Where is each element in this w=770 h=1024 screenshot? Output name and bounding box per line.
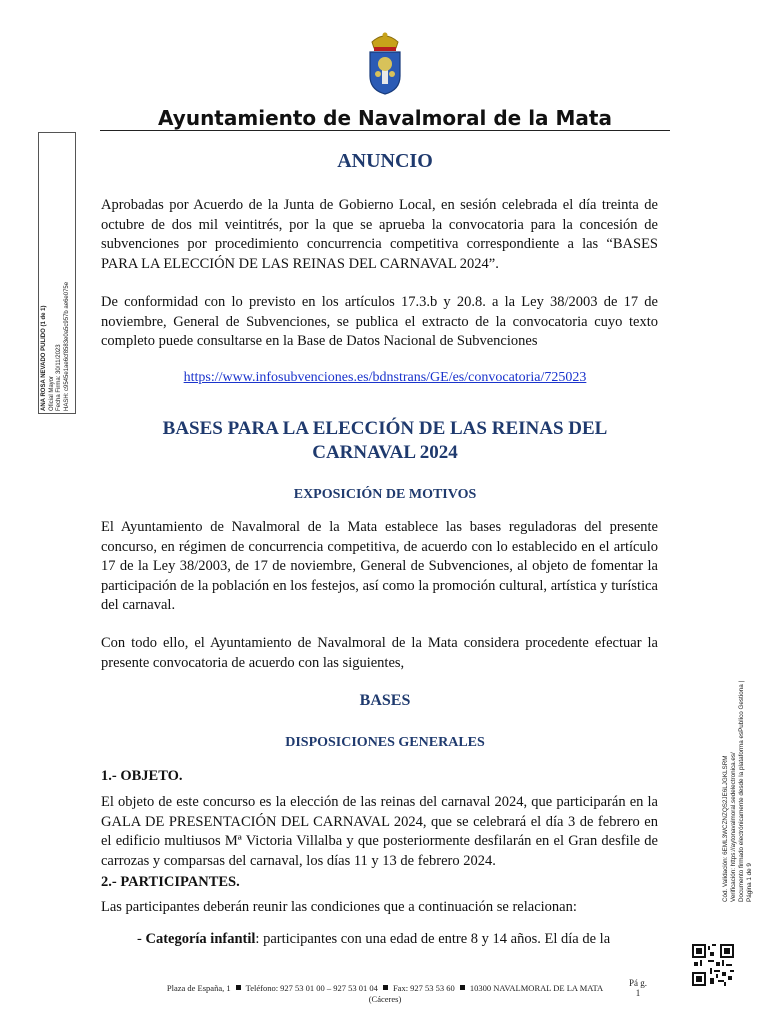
exposicion-heading: EXPOSICIÓN DE MOTIVOS [293,487,477,502]
categoria-text: : participantes con una edad de entre 8 y 14 años. El día de la [255,931,611,947]
exposicion-paragraph-1: El Ayuntamiento de Navalmoral de la Mata establece las bases reguladoras del presente concurso, en régimen de concurrencia competitiva, de acuerdo con lo establecido en el artículo 17 de la Ley 38/2003, de 17 de noviembre, General de Subvenciones, al objeto de fomentar la participación de la población en los festejos, así como la promoción cultural, artística y turística del carnaval. [101,519,658,613]
objeto-heading: 1.- OBJETO. [101,768,183,784]
participantes-heading: 2.- PARTICIPANTES. [101,874,240,890]
validation-platform: Documento firmado electrónicamente desde la plataforma esPublico Gestiona | Página 1 de 9 [738,680,753,902]
signer-name: ANA ROSA NEVADO PULIDO (1 de 1) [41,305,47,411]
anuncio-title: ANUNCIO [337,150,433,172]
page-number: Pá g. 1 [629,978,647,998]
footer-address [100,983,670,1005]
signature-date: Fecha Firma: 30/11/2023 [56,344,62,411]
footer-city: 10300 NAVALMORAL DE LA MATA [469,983,604,993]
bases-title: BASES PARA LA ELECCIÓN DE LAS REINAS DEL CARNAVAL 2024 [162,418,608,463]
coat-of-arms-logo [360,28,410,98]
organization-title: Ayuntamiento de Navalmoral de la Mata [158,106,612,130]
validation-url: Verificación: https://aytonavalmoral.sedelectronica.es/ [730,752,737,902]
qr-code [692,944,734,986]
anuncio-paragraph-2: De conformidad con lo previsto en los artículos 17.3.b y 20.8. a la Ley 38/2003 de 17 de noviembre, General de Subvenciones, se publica el extracto de la convocatoria cuyo texto completo puede consultarse en la Base de Datos Nacional de Subvenciones [101,294,658,349]
header-divider [100,130,670,131]
exposicion-paragraph-2: Con todo ello, el Ayuntamiento de Navalmoral de la Mata considera procedente efectuar la presente convocatoria de acuerdo con las siguientes, [101,635,658,671]
objeto-paragraph: El objeto de este concurso es la elección de las reinas del carnaval 2024, que participarán en la GALA DE PRESENTACIÓN DEL CARNAVAL 2024, que se celebrará el día 3 de febrero en el edificio multiusos Mª Victoria Villalba y que posteriormente desfilarán en el Gran desfile de carrozas y comparsas del carnaval, los días 11 y 13 de febrero 2024. [101,794,658,869]
convocatoria-link[interactable]: https://www.infosubvenciones.es/bdnstrans/GE/es/convocatoria/725023 [183,370,587,385]
signer-role: Oficial Mayor [48,375,55,411]
validation-code: Cód. Validación: 6EML3WCZNZQS2JE6LJGKLSRM [722,755,729,902]
footer-phone: Teléfono: 927 53 01 00 – 927 53 01 04 [245,983,378,993]
signature-hash: HASH: c9545e1ae6cf8583e0a5c957b ae6e075e [63,281,70,411]
categoria-label: Categoría infantil [145,931,256,947]
disposiciones-heading: DISPOSICIONES GENERALES [285,735,485,750]
anuncio-paragraph-1: Aprobadas por Acuerdo de la Junta de Gobierno Local, en sesión celebrada el día treinta de octubre de dos mil veintitrés, por la que se aprueba la convocatoria para la concesión de subvenciones por procedimiento concurrencia competitiva correspondiente a las “BASES PARA LA ELECCIÓN DE LAS REINAS DEL CARNAVAL 2024”. [101,197,658,272]
footer-street: Plaza de España, 1 [166,983,231,993]
validation-text [722,662,762,902]
bases-heading: BASES [359,692,411,709]
categoria-item: - Categoría infantil: participantes con una edad de entre 8 y 14 años. El día de la [137,931,611,947]
footer-fax: Fax: 927 53 53 60 [392,983,455,993]
participantes-paragraph: Las participantes deberán reunir las condiciones que a continuación se relacionan: [101,899,577,915]
signature-text [41,131,77,411]
signature-stamp [38,132,76,414]
footer-province: (Cáceres) [368,994,402,1004]
